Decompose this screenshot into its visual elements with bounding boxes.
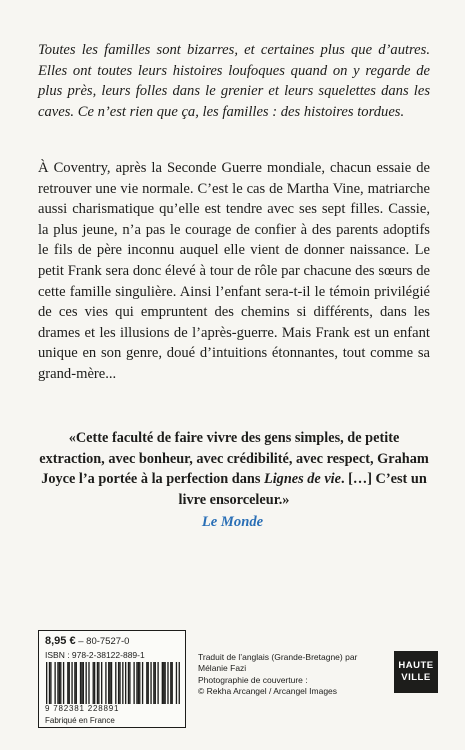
barcode-bar (105, 662, 106, 704)
barcode-bar (69, 662, 70, 704)
press-quote-title: Lignes de vie (263, 471, 341, 487)
press-quote-part2: . […] C’est un livre ensorceleur.» (178, 471, 427, 508)
barcode-bar (109, 662, 110, 704)
barcode-bar (163, 662, 164, 704)
barcode-box (38, 630, 186, 728)
barcode-bar (81, 662, 82, 704)
barcode-bar (128, 662, 129, 704)
press-quote (38, 428, 430, 510)
product-code: – 80-7527-0 (75, 636, 130, 647)
barcode-bar (148, 662, 149, 704)
barcode-bar (139, 662, 140, 704)
barcode-bar (49, 662, 50, 704)
barcode-bar (176, 662, 177, 704)
barcode-digits: 9 782381 228891 (45, 704, 120, 713)
barcode-bar (119, 662, 120, 704)
barcode-bar (153, 662, 154, 704)
translation-credit: Traduit de l’anglais (Grande-Bretagne) par Mélanie Fazi (198, 652, 358, 674)
barcode-bar (98, 662, 99, 704)
barcode-bar (101, 662, 102, 704)
photo-label: Photographie de couverture : (198, 674, 308, 685)
barcode-bar (164, 662, 165, 704)
publisher-logo (394, 651, 438, 693)
made-in: Fabriqué en France (45, 716, 115, 725)
barcode-bar (122, 662, 123, 704)
barcode-bar (179, 662, 180, 704)
barcode-bar (46, 662, 47, 704)
barcode-bar (138, 662, 139, 704)
barcode-bar (146, 662, 147, 704)
barcode-bar (172, 662, 173, 704)
barcode-bar (71, 662, 72, 704)
barcode-bar (115, 662, 116, 704)
barcode-bar (63, 662, 64, 704)
barcode-bar (129, 662, 130, 704)
barcode-bar (93, 662, 94, 704)
barcode-image (46, 662, 180, 704)
press-quote-part1: «Cette faculté de faire vivre des gens simples, de petite extraction, avec bonheur, avec crédibilité, avec respect, Graham Joyce l’a portée à la perfection dans (39, 430, 429, 487)
barcode-bar (80, 662, 81, 704)
barcode-bar (74, 662, 75, 704)
barcode-bar (155, 662, 156, 704)
barcode-bar (88, 662, 89, 704)
barcode-bar (108, 662, 109, 704)
barcode-bar (162, 662, 163, 704)
barcode-bar (167, 662, 168, 704)
publisher-logo-line1: HAUTE (398, 660, 434, 671)
barcode-bar (83, 662, 84, 704)
barcode-bar (60, 662, 61, 704)
price-line (45, 635, 129, 647)
barcode-bar (67, 662, 68, 704)
barcode-bar (59, 662, 60, 704)
barcode-bar (111, 662, 112, 704)
barcode-bar (125, 662, 126, 704)
barcode-bar (150, 662, 151, 704)
photo-credit: © Rekha Arcangel / Arcangel Images (198, 686, 338, 697)
barcode-bar (94, 662, 95, 704)
barcode-bar (133, 662, 134, 704)
isbn: ISBN : 978-2-38122-889-1 (45, 650, 145, 660)
intro-paragraph: Toutes les familles sont bizarres, et certaines plus que d’autres. Elles ont toutes leurs histoires loufoques quand on y regarde de plus près, leurs folles dans le grenier et leurs squelettes dans les caves. Ce n’est rien que ça, les familles : des histoires tordues. (38, 42, 430, 120)
barcode-bar (57, 662, 58, 704)
barcode-bar (142, 662, 143, 704)
price: 8,95 € (45, 635, 76, 647)
barcode-bar (170, 662, 171, 704)
barcode-bar (85, 662, 86, 704)
barcode-bar (76, 662, 77, 704)
barcode-bar (50, 662, 51, 704)
barcode-bar (136, 662, 137, 704)
publisher-logo-line2: VILLE (401, 672, 431, 683)
barcode-bar (157, 662, 158, 704)
barcode-bar (118, 662, 119, 704)
barcode-bar (97, 662, 98, 704)
summary-paragraph: À Coventry, après la Seconde Guerre mondiale, chacun essaie de retrouver une vie normale. C’est le cas de Martha Vine, matriarche aussi charismatique qu’elle est tendre avec ses sept filles. Cassie, la plus jeune, n’a pas le courage de confier à des parents adoptifs le fils de père inconnu auquel elle vient de donner naissance. Le petit Frank sera donc élevé à tour de rôle par chacune des sœurs de cette famille singulière. Ainsi l’enfant sera-t-il le témoin privilégié de ces vies qui empruntent des chemins si différents, dans les drames et les illusions de l’après-guerre. Mais Frank est un enfant unique en son genre, doué d’intuitions étonnantes, tout comme sa grand-mère... (38, 160, 430, 382)
credits (198, 652, 388, 698)
barcode-bar (54, 662, 55, 704)
quote-source: Le Monde (201, 514, 264, 530)
